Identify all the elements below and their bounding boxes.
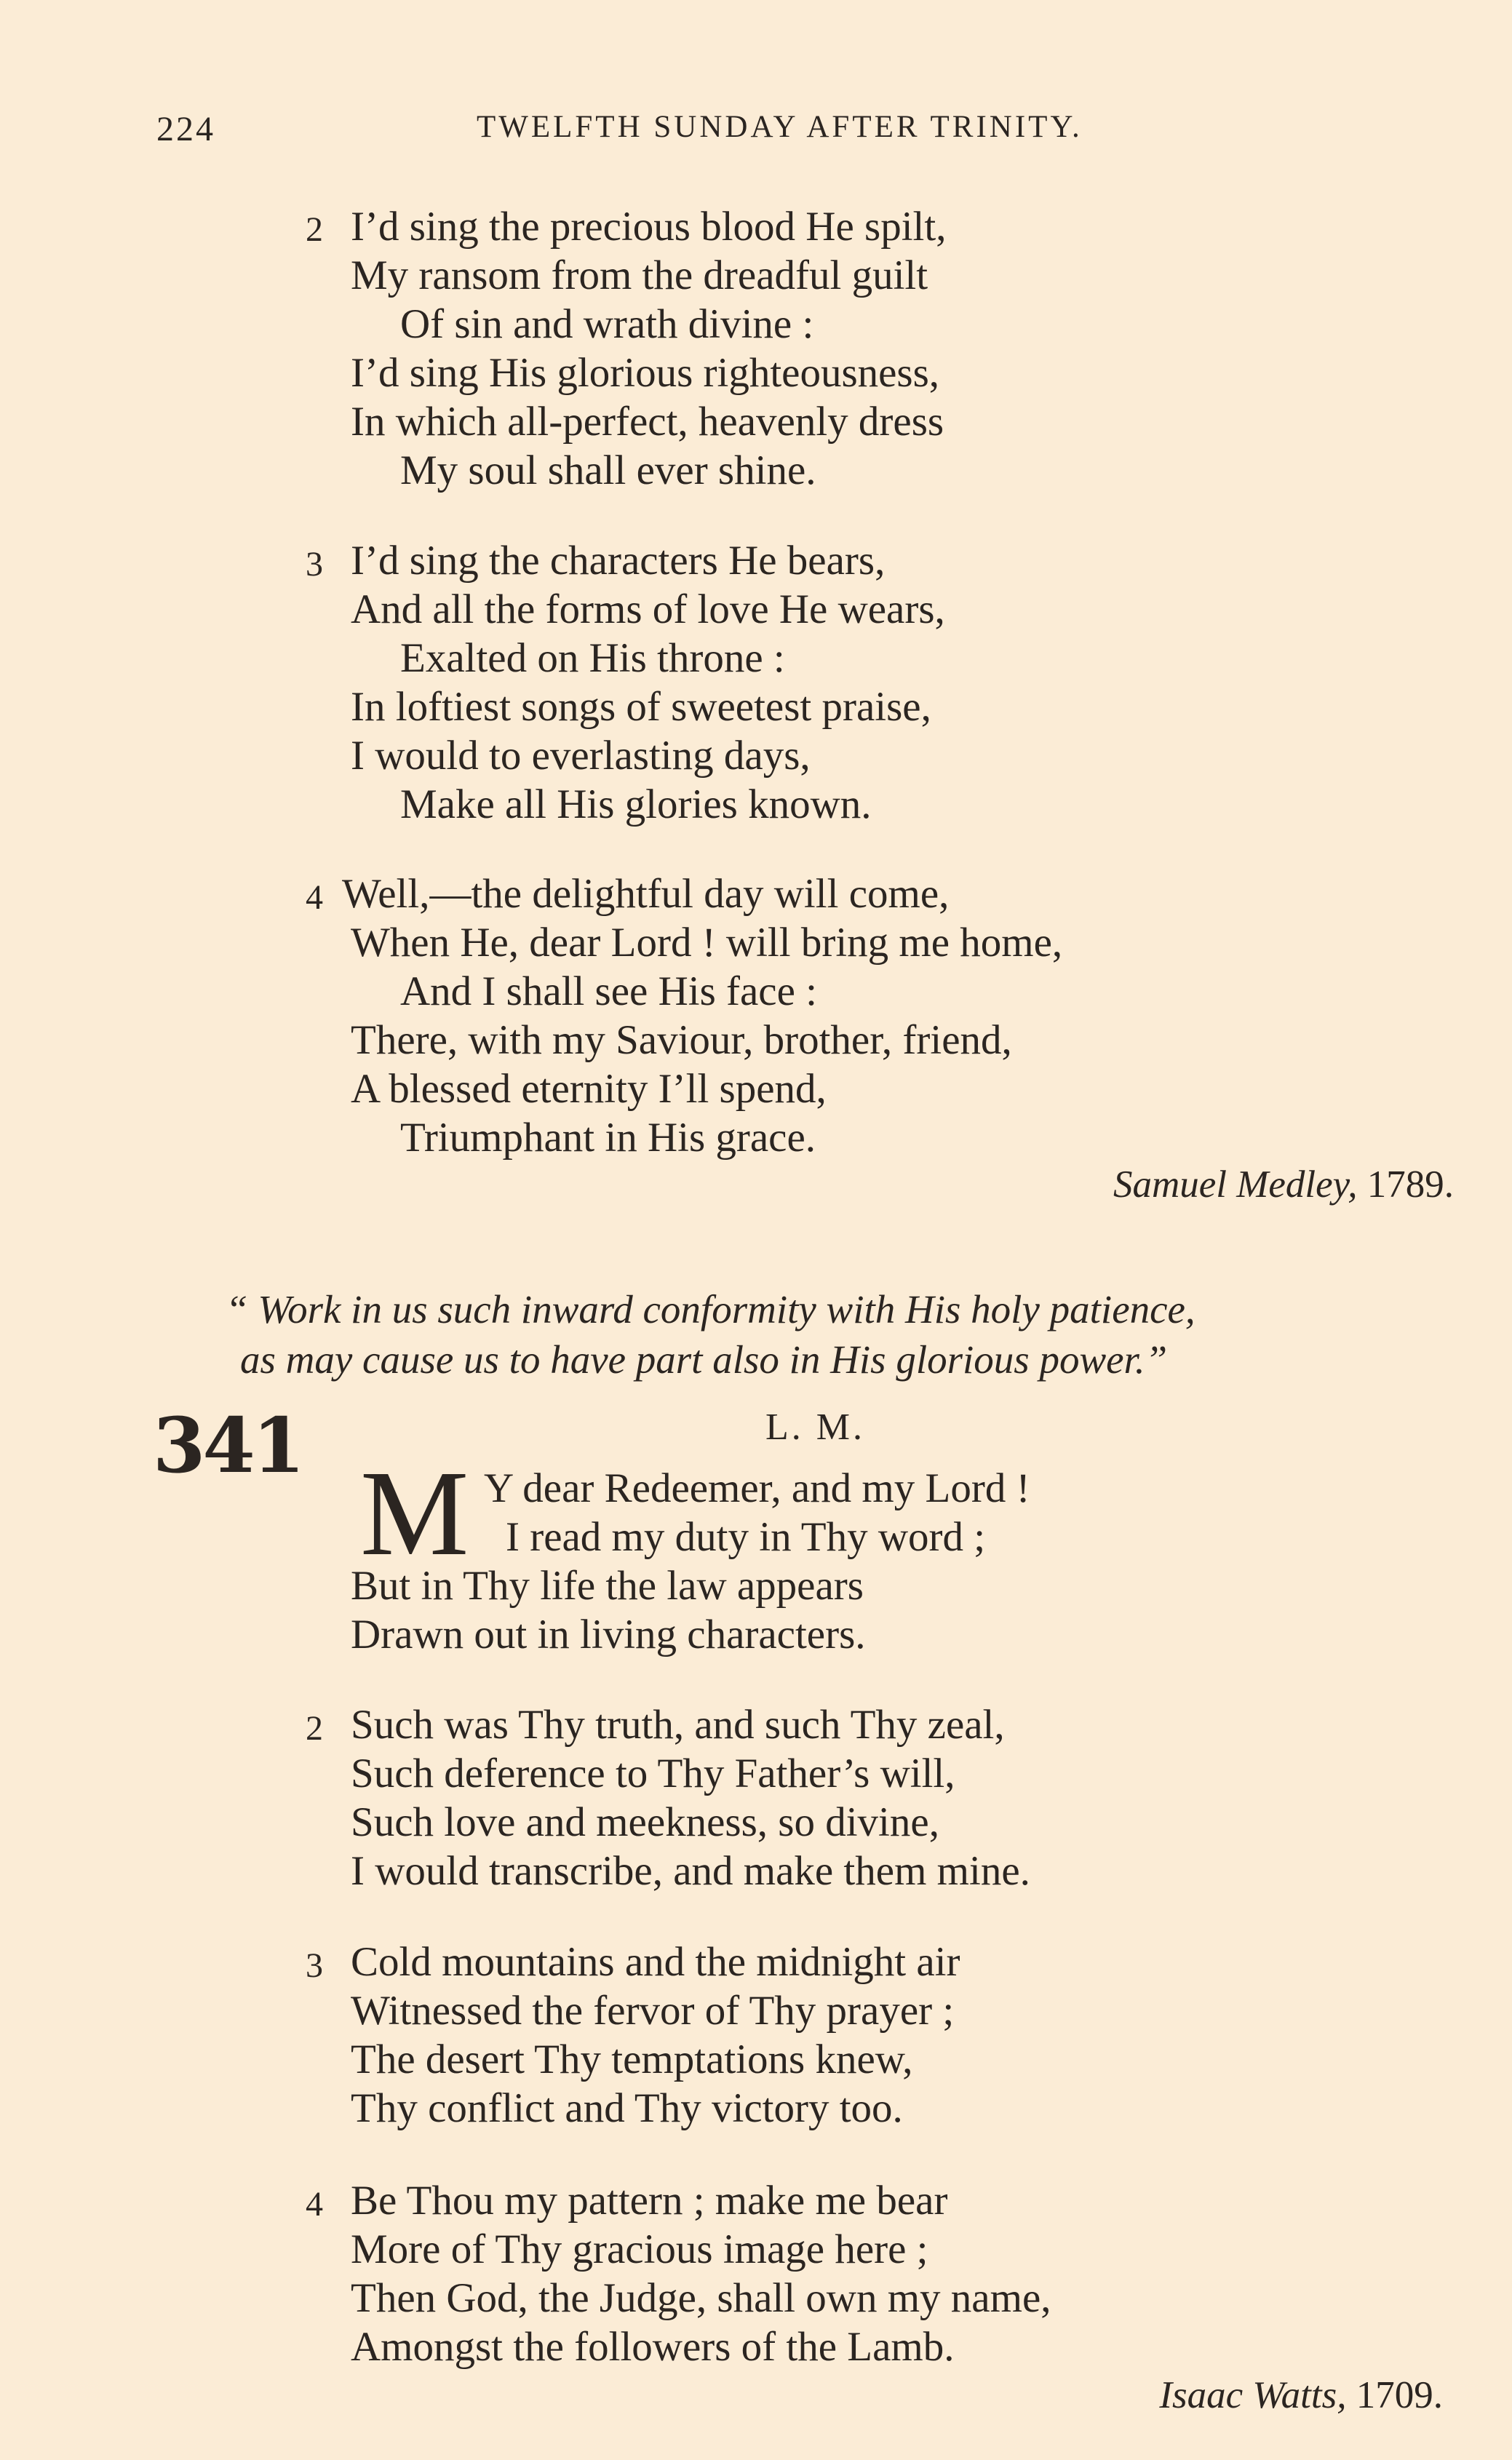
verse-line: Such deference to Thy Father’s will, [351, 1751, 955, 1796]
verse-line: Amongst the followers of the Lamb. [351, 2324, 955, 2370]
verse-line: I’d sing His glorious righteousness, [351, 350, 940, 396]
running-head: TWELFTH SUNDAY AFTER TRINITY. [477, 110, 1083, 144]
verse-line: Drawn out in living characters. [351, 1612, 866, 1657]
verse-line: I would transcribe, and make them mine. [351, 1848, 1030, 1894]
page-number: 224 [156, 110, 215, 148]
drop-cap: M [360, 1446, 469, 1581]
verse-line: Of sin and wrath divine : [400, 301, 814, 347]
motto-line: “ Work in us such inward conformity with His holy patience, [226, 1287, 1195, 1331]
verse-line: I’d sing the precious blood He spilt, [351, 204, 947, 250]
verse-line: Cold mountains and the midnight air [351, 1939, 960, 1985]
verse-line: And all the forms of love He wears, [351, 586, 945, 632]
verse-line: There, with my Saviour, brother, friend, [351, 1017, 1012, 1063]
verse-line: Make all His glories known. [400, 781, 872, 827]
verse-line: But in Thy life the law appears [351, 1563, 864, 1609]
verse-line: A blessed eternity I’ll spend, [351, 1066, 827, 1112]
verse-line: Thy conflict and Thy victory too. [351, 2085, 903, 2131]
author-name: Samuel Medley, [1113, 1163, 1358, 1206]
hymn-number: 341 [153, 1401, 303, 1490]
verse-line: My ransom from the dreadful guilt [351, 252, 928, 298]
stanza-number: 4 [306, 2185, 323, 2224]
stanza-number: 2 [306, 210, 323, 249]
motto-line: as may cause us to have part also in His glorious power.” [240, 1337, 1168, 1382]
verse-line: Such love and meekness, so divine, [351, 1799, 939, 1845]
verse-line: My soul shall ever shine. [400, 447, 816, 493]
stanza-number: 2 [306, 1709, 323, 1748]
author-name: Isaac Watts, [1159, 2374, 1347, 2416]
verse-line: Triumphant in His grace. [400, 1115, 816, 1161]
author-year: 1709. [1356, 2374, 1443, 2416]
verse-line: Y dear Redeemer, and my Lord ! [484, 1465, 1030, 1511]
verse-line: I would to everlasting days, [351, 733, 811, 779]
author-year: 1789. [1366, 1163, 1454, 1206]
verse-line: Witnessed the fervor of Thy prayer ; [351, 1988, 955, 2034]
verse-line: When He, dear Lord ! will bring me home, [351, 920, 1063, 966]
verse-line: Be Thou my pattern ; make me bear [351, 2178, 948, 2224]
hymn-meter: L. M. [765, 1406, 865, 1448]
verse-line: Then God, the Judge, shall own my name, [351, 2275, 1051, 2321]
verse-line: In which all-perfect, heavenly dress [351, 399, 944, 445]
stanza-number: 4 [306, 878, 323, 917]
page-header [156, 109, 1182, 160]
hymn-attribution [1159, 2373, 1443, 2417]
verse-line: And I shall see His face : [400, 968, 817, 1014]
verse-line: I read my duty in Thy word ; [506, 1514, 986, 1560]
hymn-attribution [1113, 1163, 1454, 1206]
verse-line: Exalted on His throne : [400, 635, 785, 681]
verse-line: Such was Thy truth, and such Thy zeal, [351, 1702, 1005, 1748]
verse-line: The desert Thy temptations knew, [351, 2037, 913, 2082]
stanza-number: 3 [306, 1946, 323, 1985]
verse-line: In loftiest songs of sweetest praise, [351, 684, 931, 730]
verse-line: I’d sing the characters He bears, [351, 538, 886, 584]
stanza-number: 3 [306, 545, 323, 584]
verse-line: Well,—the delightful day will come, [342, 871, 950, 917]
verse-line: More of Thy gracious image here ; [351, 2226, 928, 2272]
